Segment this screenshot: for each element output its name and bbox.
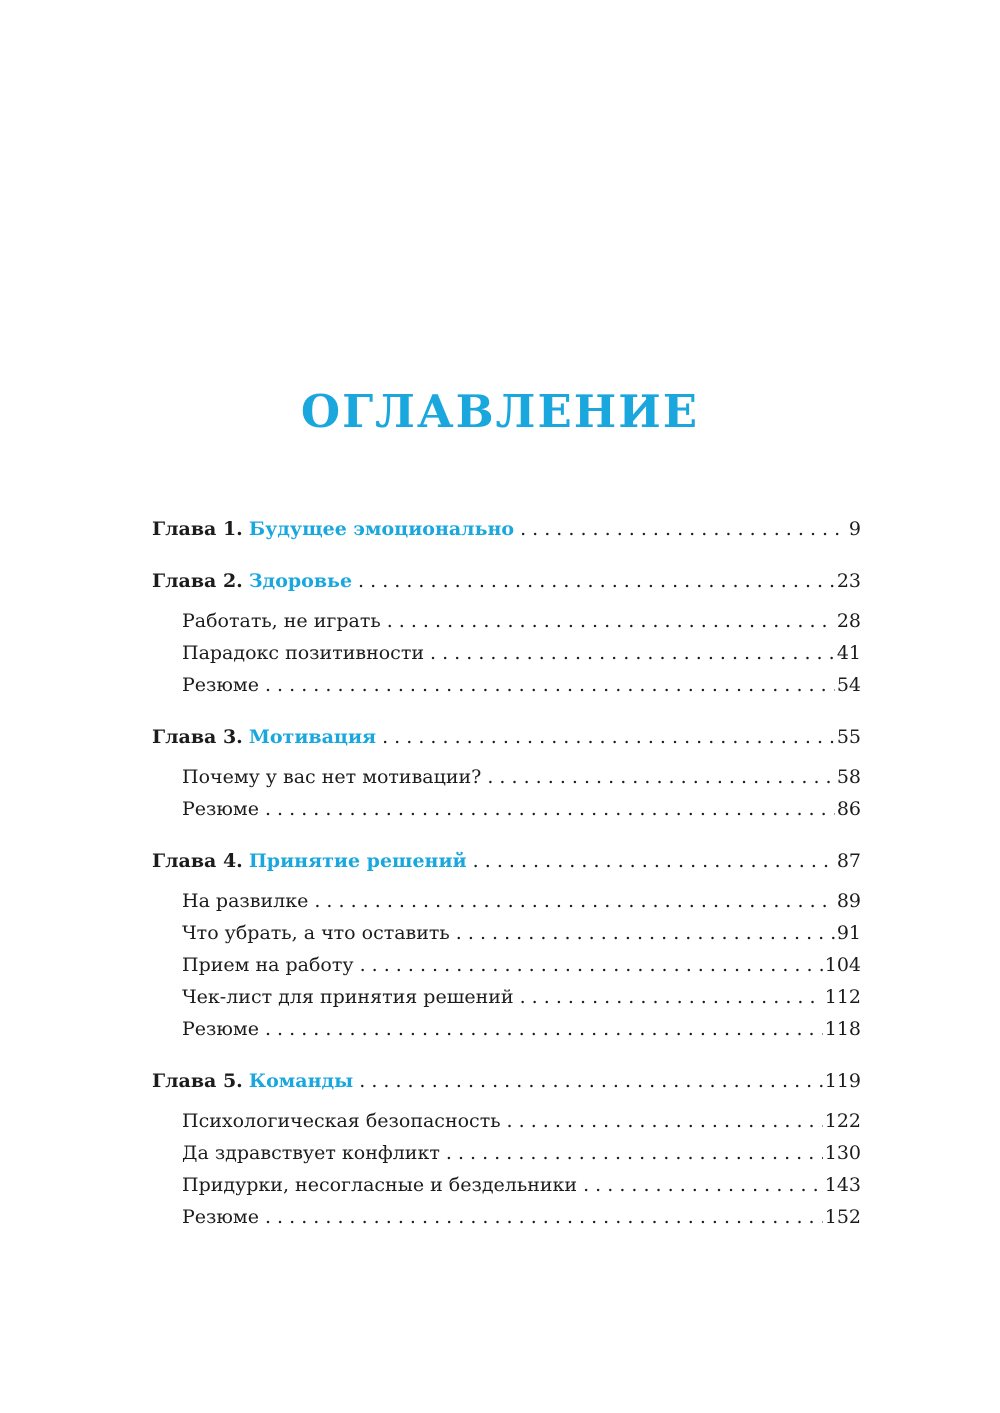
page-number: 130	[824, 1142, 861, 1164]
section-title: Резюме	[182, 798, 259, 820]
section-title: Прием на работу	[182, 954, 354, 976]
toc-section[interactable]	[152, 1105, 861, 1137]
toc-chapter-3[interactable]	[152, 721, 861, 753]
toc-section[interactable]	[152, 669, 861, 701]
dot-leader	[265, 669, 835, 701]
dot-leader	[265, 1201, 823, 1233]
chapter-number: Глава 4.	[152, 850, 243, 872]
dot-leader	[446, 1137, 823, 1169]
section-title: Да здравствует конфликт	[182, 1142, 440, 1164]
page-number: 54	[836, 674, 861, 696]
toc-section[interactable]	[152, 1169, 861, 1201]
section-title: Что убрать, а что оставить	[182, 922, 450, 944]
chapter-title: Мотивация	[248, 726, 377, 748]
toc-section[interactable]	[152, 949, 861, 981]
dot-leader	[456, 917, 835, 949]
table-of-contents	[152, 513, 861, 1233]
page-number: 23	[836, 570, 861, 592]
page-number: 152	[824, 1206, 861, 1228]
dot-leader	[358, 565, 835, 597]
section-title: Работать, не играть	[182, 610, 381, 632]
toc-chapter-1[interactable]	[152, 513, 861, 545]
section-title: Чек-лист для принятия решений	[182, 986, 514, 1008]
toc-section[interactable]	[152, 981, 861, 1013]
page-number: 89	[836, 890, 861, 912]
toc-section[interactable]	[152, 605, 861, 637]
page-number: 55	[836, 726, 861, 748]
dot-leader	[382, 721, 835, 753]
dot-leader	[387, 605, 835, 637]
toc-section[interactable]	[152, 637, 861, 669]
chapter-number: Глава 1.	[152, 518, 243, 540]
chapter-title: Будущее эмоционально	[248, 518, 515, 540]
dot-leader	[487, 761, 834, 793]
dot-leader	[473, 845, 835, 877]
page-number: 119	[824, 1070, 861, 1092]
toc-section[interactable]	[152, 885, 861, 917]
toc-section[interactable]	[152, 917, 861, 949]
dot-leader	[507, 1105, 823, 1137]
dot-leader	[314, 885, 834, 917]
page-number: 28	[836, 610, 861, 632]
page-title: ОГЛАВЛЕНИЕ	[300, 385, 700, 438]
dot-leader	[583, 1169, 823, 1201]
dot-leader	[360, 949, 823, 981]
section-title: Резюме	[182, 1206, 259, 1228]
chapter-number: Глава 3.	[152, 726, 243, 748]
dot-leader	[265, 1013, 823, 1045]
toc-section[interactable]	[152, 1013, 861, 1045]
page-number: 104	[824, 954, 861, 976]
page-number: 9	[848, 518, 861, 540]
page-number: 86	[836, 798, 861, 820]
toc-chapter-2[interactable]	[152, 565, 861, 597]
toc-chapter-4[interactable]	[152, 845, 861, 877]
page-number: 118	[824, 1018, 861, 1040]
dot-leader	[520, 981, 823, 1013]
section-title: Придурки, несогласные и бездельники	[182, 1174, 578, 1196]
chapter-title: Принятие решений	[248, 850, 467, 872]
toc-section[interactable]	[152, 1201, 861, 1233]
chapter-number: Глава 2.	[152, 570, 243, 592]
chapter-title: Здоровье	[248, 570, 353, 592]
section-title: На развилке	[182, 890, 309, 912]
section-title: Психологическая безопасность	[182, 1110, 501, 1132]
toc-chapter-5[interactable]	[152, 1065, 861, 1097]
section-title: Резюме	[182, 1018, 259, 1040]
page-number: 112	[824, 986, 861, 1008]
section-title: Резюме	[182, 674, 259, 696]
page-number: 87	[836, 850, 861, 872]
chapter-number: Глава 5.	[152, 1070, 243, 1092]
section-title: Парадокс позитивности	[182, 642, 424, 664]
page-number: 91	[836, 922, 861, 944]
page-number: 58	[836, 766, 861, 788]
dot-leader	[430, 637, 835, 669]
dot-leader	[520, 513, 847, 545]
page-number: 41	[836, 642, 861, 664]
toc-section[interactable]	[152, 793, 861, 825]
section-title: Почему у вас нет мотивации?	[182, 766, 482, 788]
dot-leader	[359, 1065, 823, 1097]
toc-section[interactable]	[152, 761, 861, 793]
chapter-title: Команды	[248, 1070, 354, 1092]
toc-section[interactable]	[152, 1137, 861, 1169]
page-number: 122	[824, 1110, 861, 1132]
page-number: 143	[824, 1174, 861, 1196]
dot-leader	[265, 793, 835, 825]
